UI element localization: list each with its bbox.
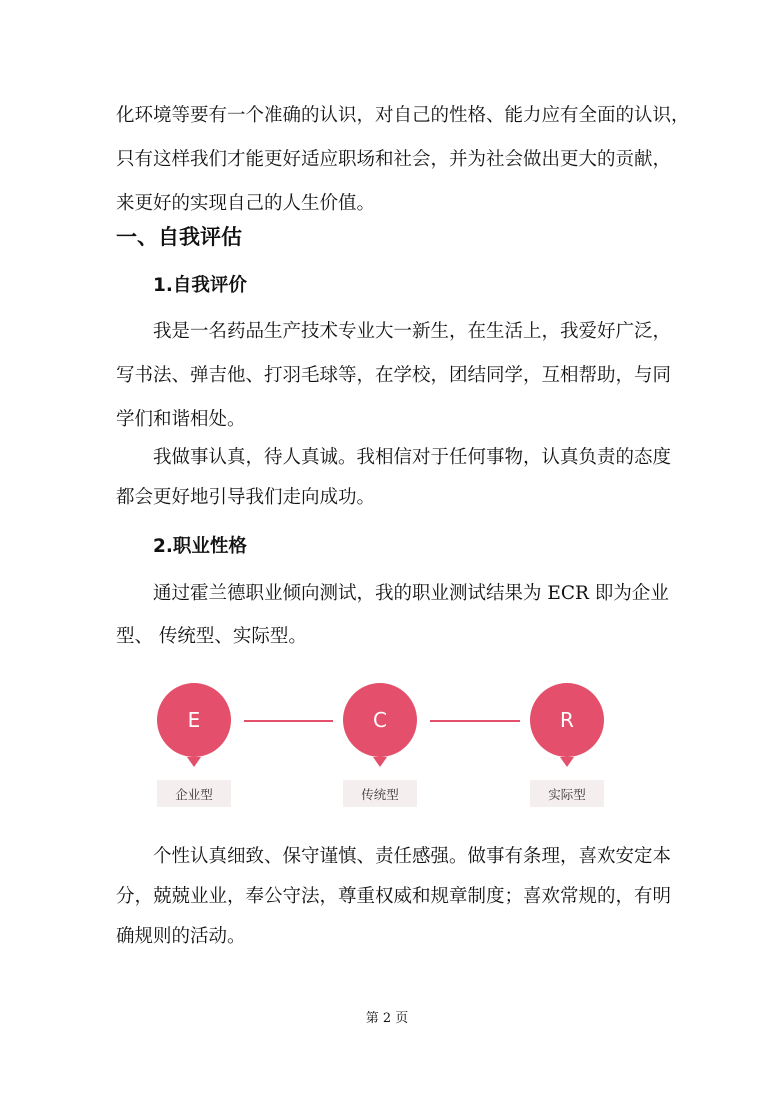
node-e-label: 企业型: [157, 780, 231, 807]
intro-line-3: 来更好的实现自己的人生价值。: [116, 193, 376, 214]
intro-line-1: 化环境等要有一个准确的认识，对自己的性格、能力应有全面的认识，: [116, 105, 690, 126]
personality-p1-line-2: 型、 传统型、实际型。: [116, 626, 307, 647]
node-c-letter: C: [373, 708, 387, 732]
personality-p2-line-2: 分，兢兢业业，奉公守法，尊重权威和规章制度；喜欢常规的，有明: [116, 886, 672, 907]
node-r-letter: R: [560, 708, 574, 732]
node-c: [343, 683, 417, 757]
section-heading-self-assessment: 一、自我评估: [116, 225, 242, 249]
connector-c-r: [430, 720, 520, 722]
personality-p1-line-1: 通过霍兰德职业倾向测试，我的职业测试结果为 ECR 即为企业: [153, 583, 669, 604]
node-e-pointer: [187, 757, 201, 767]
self-eval-p2-line-2: 都会更好地引导我们走向成功。: [116, 487, 376, 508]
personality-p2-line-3: 确规则的活动。: [116, 926, 246, 947]
page-number: 第 2 页: [365, 1011, 409, 1026]
node-r: [530, 683, 604, 757]
node-e-letter: E: [187, 708, 201, 732]
node-e: [157, 683, 231, 757]
self-eval-p1-line-1: 我是一名药品生产技术专业大一新生，在生活上，我爱好广泛，: [153, 321, 672, 342]
self-eval-p1-line-2: 写书法、弹吉他、打羽毛球等，在学校，团结同学，互相帮助，与同: [116, 365, 672, 386]
node-c-label: 传统型: [343, 780, 417, 807]
connector-e-c: [244, 720, 333, 722]
node-c-pointer: [373, 757, 387, 767]
node-r-pointer: [560, 757, 574, 767]
ecr-diagram: [150, 680, 620, 815]
self-eval-p1-line-3: 学们和谐相处。: [116, 409, 246, 430]
subheading-self-evaluation: 1.自我评价: [153, 275, 247, 296]
self-eval-p2-line-1: 我做事认真，待人真诚。我相信对于任何事物，认真负责的态度: [153, 447, 672, 468]
personality-p2-line-1: 个性认真细致、保守谨慎、责任感强。做事有条理，喜欢安定本: [153, 846, 672, 867]
intro-line-2: 只有这样我们才能更好适应职场和社会，并为社会做出更大的贡献，: [116, 149, 672, 170]
node-r-label: 实际型: [530, 780, 604, 807]
subheading-career-personality: 2.职业性格: [153, 536, 247, 557]
